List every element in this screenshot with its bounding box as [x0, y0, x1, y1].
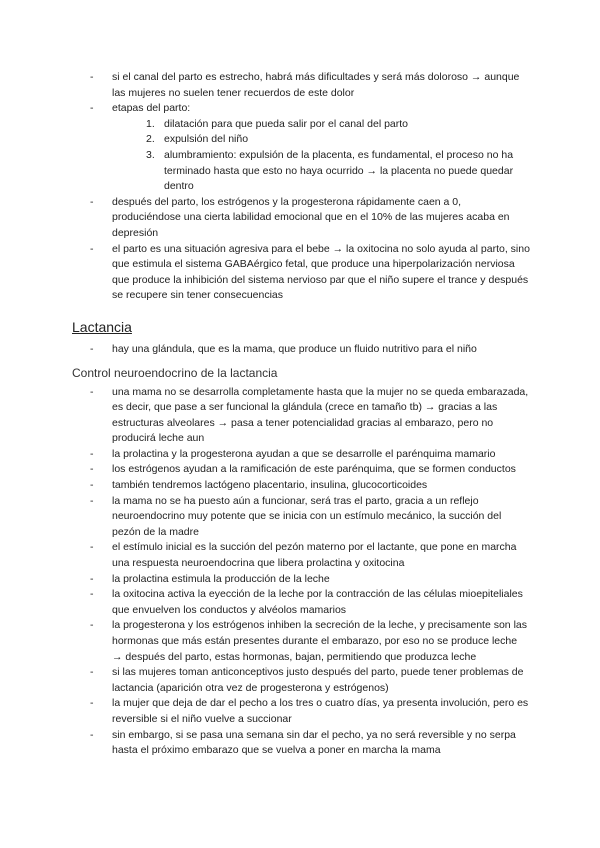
- list-item: [90, 478, 530, 494]
- list-item-text: etapas del parto:: [112, 102, 191, 115]
- item-number: 1.: [146, 117, 155, 130]
- list-item: [90, 494, 530, 541]
- numbered-item-text: alumbramiento: expulsión de la placenta, es fundamental, el proceso no ha terminado hasta que esto no haya ocurrido → la placenta no puede quedar dentro: [164, 148, 514, 193]
- list-item: [90, 342, 530, 358]
- list-item-text: sin embargo, si se pasa una semana sin dar el pecho, ya no será reversible y no serpa hasta el próximo embarazo que se vuelva a poner en marcha la mama: [112, 728, 516, 757]
- bullet-dash: -: [90, 242, 94, 255]
- list-item: [90, 540, 530, 571]
- bullet-dash: -: [90, 541, 94, 554]
- list-item: [90, 618, 530, 665]
- section-title-lactancia: Lactancia: [72, 318, 132, 335]
- list-item: [90, 696, 530, 727]
- subsection-title-control: Control neuroendocrino de la lactancia: [72, 365, 278, 380]
- intro-list: [90, 70, 530, 304]
- list-item: [90, 587, 530, 618]
- bullet-dash: -: [90, 588, 94, 601]
- list-item-text: también tendremos lactógeno placentario, insulina, glucocorticoides: [112, 479, 428, 492]
- list-item-text: hay una glándula, que es la mama, que produce un fluido nutritivo para el niño: [112, 342, 477, 355]
- list-item: [90, 101, 530, 195]
- list-item: [90, 195, 530, 242]
- list-item-text: los estrógenos ayudan a la ramificación de este parénquima, que se formen conductos: [112, 463, 516, 476]
- list-item-text: el estímulo inicial es la succión del pezón materno por el lactante, que pone en marcha una respuesta neuroendocrina que libera prolactina y oxitocina: [112, 541, 517, 570]
- list-item: [90, 242, 530, 304]
- item-number: 3.: [146, 148, 155, 161]
- bullet-dash: -: [90, 728, 94, 741]
- list-item-text: si el canal del parto es estrecho, habrá más dificultades y será más doloroso → aunque las mujeres no suelen tener recuerdos de este dolor: [112, 71, 520, 99]
- numbered-item: [146, 148, 530, 195]
- bullet-dash: -: [90, 697, 94, 710]
- list-item: [90, 665, 530, 696]
- list-item: [90, 447, 530, 463]
- list-item-text: si las mujeres toman anticonceptivos justo después del parto, puede tener problemas de lactancia (aparición otra vez de progesterona y estrógenos): [112, 666, 524, 694]
- list-item-text: la progesterona y los estrógenos inhiben la secreción de la leche, y precisamente son las hormonas que más están presentes durante el embarazo, por eso no se produce leche → después del parto, estas hormonas, bajan, permitiendo que produzca leche: [112, 619, 527, 663]
- list-item: [90, 385, 530, 447]
- list-item: [90, 462, 530, 478]
- bullet-dash: -: [90, 102, 94, 115]
- bullet-dash: -: [90, 463, 94, 476]
- list-item: [90, 572, 530, 588]
- document-body: [72, 70, 530, 759]
- bullet-dash: -: [90, 572, 94, 585]
- numbered-item: [146, 132, 530, 148]
- numbered-item: [146, 117, 530, 133]
- bullet-dash: -: [90, 494, 94, 507]
- list-item-text: la prolactina estimula la producción de la leche: [112, 572, 330, 585]
- item-number: 2.: [146, 133, 155, 146]
- list-item-text: la oxitocina activa la eyección de la leche por la contracción de las células mioepiteliales que envuelven los conductos y alvéolos mamarios: [112, 588, 523, 616]
- list-item-text: después del parto, los estrógenos y la progesterona rápidamente caen a 0, produciéndose una cierta labilidad emocional que en el 10% de las mujeres acaba en depresión: [112, 195, 510, 239]
- bullet-dash: -: [90, 195, 94, 208]
- numbered-item-text: expulsión del niño: [164, 133, 249, 146]
- birth-stages-list: [112, 117, 530, 195]
- bullet-dash: -: [90, 385, 94, 398]
- lactancia-list: [90, 342, 530, 358]
- bullet-dash: -: [90, 447, 94, 460]
- list-item-text: el parto es una situación agresiva para el bebe → la oxitocina no solo ayuda al parto, sino que estimula el sistema GABAérgico fetal, que produce una hiperpolarización nerviosa que produce la inhibición del sistema nervioso par que el niño supere el trance y después se recupere sin tener consecuencias: [112, 242, 530, 302]
- bullet-dash: -: [90, 666, 94, 679]
- bullet-dash: -: [90, 342, 94, 355]
- list-item-text: la prolactina y la progesterona ayudan a que se desarrolle el parénquima mamario: [112, 447, 496, 460]
- list-item-text: una mama no se desarrolla completamente hasta que la mujer no se queda embarazada, es decir, que pase a ser funcional la glándula (crece en tamaño tb) → gracias a las estructuras alveolares → pasa a tener potencialidad gracias al embarazo, pero no producirá leche aun: [112, 385, 529, 445]
- numbered-item-text: dilatación para que pueda salir por el canal del parto: [164, 117, 408, 130]
- list-item: [90, 728, 530, 759]
- control-list: [90, 385, 530, 759]
- list-item-text: la mujer que deja de dar el pecho a los tres o cuatro días, ya presenta involución, pero es reversible si el niño vuelve a succionar: [112, 697, 529, 725]
- bullet-dash: -: [90, 71, 94, 83]
- list-item: [90, 70, 530, 101]
- list-item-text: la mama no se ha puesto aún a funcionar, será tras el parto, gracia a un reflejo neuroendocrino muy potente que se inicia con un estímulo mecánico, la succión del pezón de la madre: [112, 494, 502, 538]
- bullet-dash: -: [90, 479, 94, 492]
- bullet-dash: -: [90, 619, 94, 632]
